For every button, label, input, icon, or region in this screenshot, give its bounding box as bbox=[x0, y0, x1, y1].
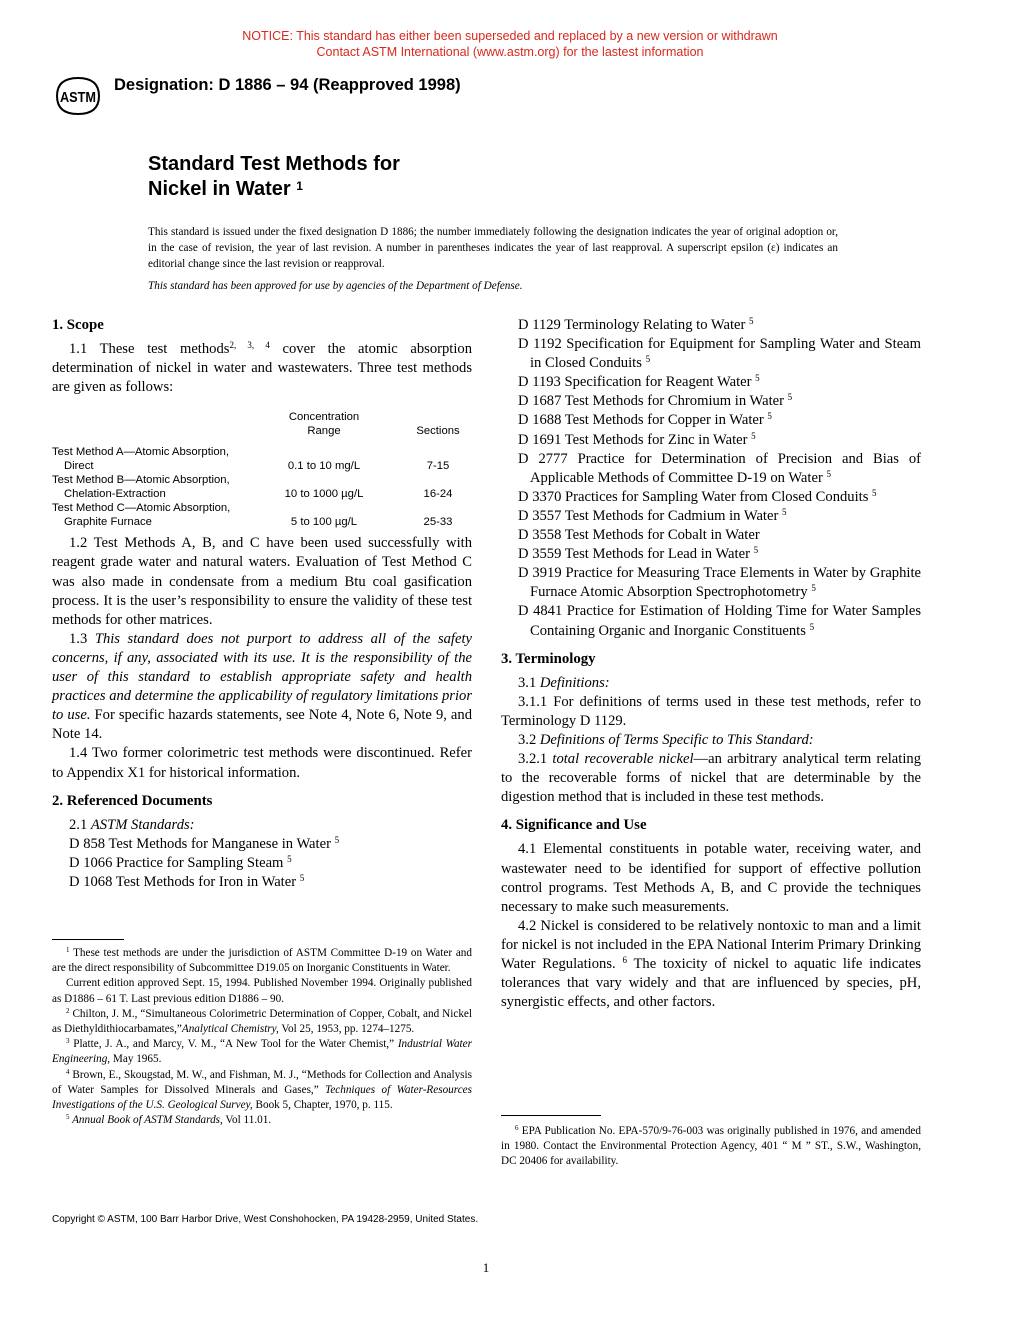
list-item: D 3919 Practice for Measuring Trace Elements in Water by Graphite Furnace Atomic Absorption Spectrophotometry $^5$ bbox=[518, 565, 921, 601]
list-item: D 1691 Test Methods for Zinc in Water $^5$ bbox=[518, 430, 756, 448]
referenced-heading: 2. Referenced Documents bbox=[52, 792, 213, 809]
issue-note: This standard is issued under the fixed designation D 1886; the number immediately following the designation indicates the year of original adoption or, in the case of revision, the year of last revision. A number in parentheses indicates the year of last reapproval. A superscript epsilon (ε) indicates an editorial change since the last revision or reapproval. bbox=[148, 226, 838, 270]
list-item: D 3370 Practices for Sampling Water from Closed Conduits $^5$ bbox=[518, 487, 877, 505]
footnotes-right bbox=[501, 1124, 921, 1170]
footnote-1b: Current edition approved Sept. 15, 1994. Published November 1994. Originally published as D1886 – 61 T. Last previous edition D1886 – 90. bbox=[52, 977, 472, 1005]
specific-definitions-label: 3.2 Definitions of Terms Specific to This Standard: bbox=[518, 731, 814, 748]
logo-text: ASTM bbox=[60, 89, 96, 106]
title-line-1: Standard Test Methods for bbox=[148, 153, 400, 175]
footnote-6: $^6$ EPA Publication No. EPA-570/9-76-003 was originally published in 1976, and amended in 1980. Contact the Environmental Protection Agency, 401 “ M ” ST., S.W., Washington, DC 20406 for availability. bbox=[501, 1124, 921, 1168]
footnote-4: $^4$ Brown, E., Skougstad, M. W., and Fishman, M. J., “Methods for Collection and Analysis of Water Samples for Dissolved Minerals and Gases,” Techniques of Water-Resources Investigations of the U.S. Geological Survey, Book 5, Chapter, 1970, p. 115. bbox=[52, 1067, 472, 1112]
list-item: D 2777 Practice for Determination of Precision and Bias of Applicable Methods of Committee D-19 on Water $^5$ bbox=[518, 450, 921, 486]
astm-standards-label: 2.1 ASTM Standards: bbox=[69, 816, 195, 833]
list-item: D 3558 Test Methods for Cobalt in Water bbox=[518, 527, 760, 544]
scope-heading: 1. Scope bbox=[52, 317, 104, 333]
col-header-concentration: Concentration Range bbox=[288, 411, 360, 438]
methods-table bbox=[52, 410, 472, 529]
title-footnote-ref[interactable]: 1 bbox=[296, 179, 303, 193]
scope-para-3: 1.3 This standard does not purport to address all of the safety concerns, if any, associated with its use. It is the responsibility of the user of this standard to establish appropriate safety and health practices and determine the applicability of regulatory limitations prior to use. For specific hazards statements, see Note 4, Note 6, Note 9, and Note 14. bbox=[52, 630, 472, 743]
footnote-divider bbox=[52, 939, 124, 940]
footnote-2: $^2$ Chilton, J. M., “Simultaneous Colorimetric Determination of Copper, Cobalt, and Nickel as Diethyldithiocarbamates,”Analytical Chemistry, Vol 25, 1953, pp. 1274–1275. bbox=[52, 1006, 472, 1036]
terminology-para-321: 3.2.1 total recoverable nickel—an arbitrary analytical term relating to the recoverable forms of nickel that are determinable by the digestion method that is included in these test methods. bbox=[501, 751, 921, 806]
list-item: D 3557 Test Methods for Cadmium in Water $^5$ bbox=[518, 506, 787, 524]
notice-line-2: Contact ASTM International (www.astm.org) for the lastest information bbox=[316, 45, 704, 59]
significance-heading: 4. Significance and Use bbox=[501, 817, 647, 834]
footnote-1: $^1$ These test methods are under the jurisdiction of ASTM Committee D-19 on Water and are the direct responsibility of Subcommittee D19.05 on Inorganic Constituents in Water. bbox=[52, 946, 472, 975]
footnotes-left bbox=[52, 946, 472, 1128]
astm-logo-icon bbox=[52, 74, 104, 118]
right-column bbox=[501, 316, 921, 1012]
scope-refs[interactable]: 2, 3, 4 bbox=[229, 340, 270, 351]
terminology-heading: 3. Terminology bbox=[501, 650, 596, 667]
footnote-divider-right bbox=[501, 1115, 601, 1116]
list-item: D 1688 Test Methods for Copper in Water $^5$ bbox=[518, 411, 772, 429]
left-column bbox=[52, 316, 472, 892]
definitions-label: 3.1 Definitions: bbox=[518, 674, 610, 691]
list-item: D 3559 Test Methods for Lead in Water $^5$ bbox=[518, 545, 759, 563]
approval-note: This standard has been approved for use by agencies of the Department of Defense. bbox=[148, 280, 523, 292]
designation: Designation: D 1886 – 94 (Reapproved 1998) bbox=[114, 76, 461, 94]
table-row: Test Method B—Atomic Absorption, Chelation-Extraction 10 to 1000 µg/L 16-24 bbox=[52, 474, 453, 501]
significance-para-2: 4.2 Nickel is considered to be relatively nontoxic to man and a limit for nickel is not included in the EPA National Interim Primary Drinking Water Regulations. $^6$ The toxicity of nickel to aquatic life indicates tolerances that vary widely and that are influenced by species, pH, synergistic effects, and other factors. bbox=[501, 917, 921, 1011]
scope-para-2: 1.2 Test Methods A, B, and C have been used successfully with reagent grade water and natural waters. Evaluation of Test Method C was also made in condensate from a medium Btu coal gasification process. It is the user’s responsibility to ensure the validity of these test methods for other matrices. bbox=[52, 535, 472, 628]
list-item: D 858 Test Methods for Manganese in Water $^5$ bbox=[69, 834, 340, 852]
table-row: Test Method A—Atomic Absorption, Direct 0.1 to 10 mg/L 7-15 bbox=[52, 446, 450, 473]
terminology-para-311: 3.1.1 For definitions of terms used in these test methods, refer to Terminology D 1129. bbox=[501, 693, 921, 729]
copyright: Copyright © ASTM, 100 Barr Harbor Drive, West Conshohocken, PA 19428-2959, United States. bbox=[52, 1214, 479, 1225]
scope-para-4: 1.4 Two former colorimetric test methods were discontinued. Refer to Appendix X1 for historical information. bbox=[52, 745, 472, 781]
list-item: D 1687 Test Methods for Chromium in Water $^5$ bbox=[518, 392, 793, 410]
list-item: D 4841 Practice for Estimation of Holding Time for Water Samples Containing Organic and Inorganic Constituents $^5$ bbox=[518, 603, 921, 639]
list-item: D 1193 Specification for Reagent Water $^5$ bbox=[518, 373, 760, 391]
scope-para-1: 1.1 These test methods$^{2, 3, 4}$ cover the atomic absorption determination of nickel in water and wastewaters. Three test methods are given as follows: bbox=[52, 340, 472, 396]
document-title bbox=[148, 152, 400, 202]
table-row: Test Method C—Atomic Absorption, Graphite Furnace 5 to 100 µg/L 25-33 bbox=[52, 502, 453, 529]
footnote-3: $^3$ Platte, J. A., and Marcy, V. M., “A New Tool for the Water Chemist,” Industrial Water Engineering, May 1965. bbox=[52, 1037, 472, 1066]
page-number: 1 bbox=[482, 1260, 490, 1275]
list-item: D 1066 Practice for Sampling Steam $^5$ bbox=[69, 853, 292, 871]
withdrawal-notice bbox=[0, 28, 1020, 60]
epa-footnote-ref[interactable]: 6 bbox=[622, 955, 627, 965]
title-line-2: Nickel in Water bbox=[148, 178, 291, 200]
footnote-5: $^5$ Annual Book of ASTM Standards, Vol 11.01. bbox=[66, 1113, 272, 1127]
list-item: D 1192 Specification for Equipment for Sampling Water and Steam in Closed Conduits $^5$ bbox=[518, 336, 921, 372]
col-header-sections: Sections bbox=[416, 425, 460, 438]
list-item: D 1129 Terminology Relating to Water $^5$ bbox=[518, 316, 754, 333]
significance-para-1: 4.1 Elemental constituents in potable water, receiving water, and wastewater need to be identified for support of effective pollution control programs. Test Methods A, B, and C provide the techniques necessary to make such measurements. bbox=[501, 841, 921, 915]
list-item: D 1068 Test Methods for Iron in Water $^5$ bbox=[69, 872, 305, 890]
notice-line-1: NOTICE: This standard has either been superseded and replaced by a new version or withdrawn bbox=[242, 29, 778, 43]
